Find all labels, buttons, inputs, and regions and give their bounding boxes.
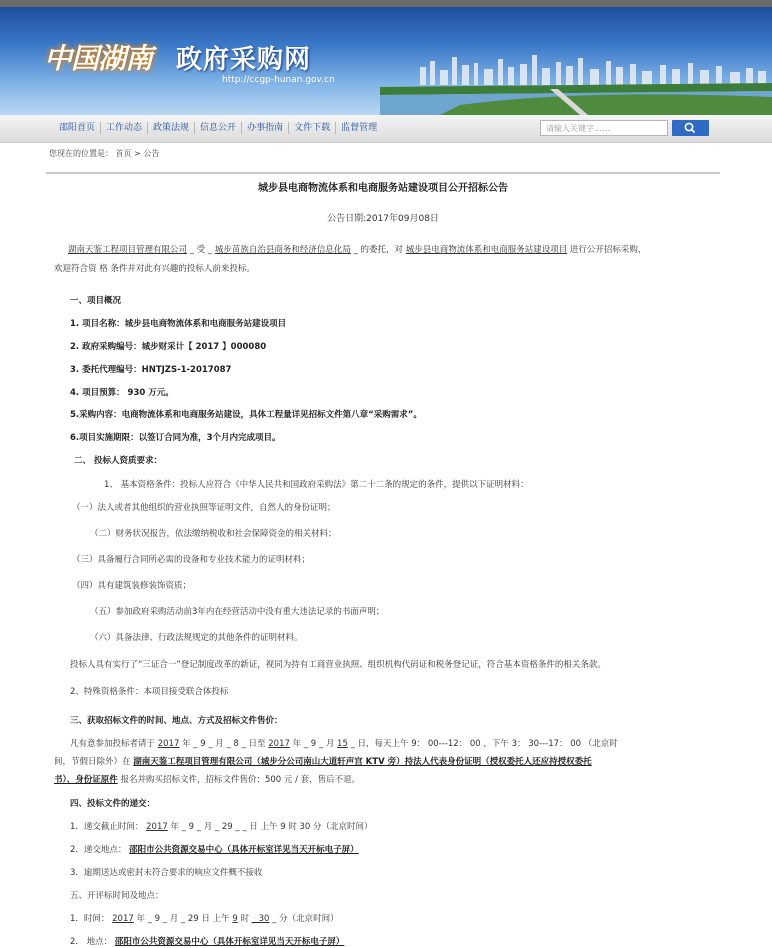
- site-title: 政府采购网: [176, 45, 312, 75]
- deadline-text-e: _ _ 日 上午 9 时 30 分（北京时间）: [235, 822, 373, 832]
- opening-text-f: 时: [240, 914, 249, 924]
- qualification-item-3: （三）具备履行合同所必需的设备和专业技术能力的证明材料；: [72, 555, 311, 565]
- intro-text-1: _ 受 _: [189, 245, 213, 255]
- purchase-text-f: _ 月: [318, 739, 335, 749]
- section-3-heading: 三、获取招标文件的时间、地点、方式及招标文件售价：: [70, 716, 283, 726]
- qualification-item-6: （六）具备法律、行政法规规定的其他条件的证明材料。: [90, 633, 303, 643]
- project-item-procurement-no: 2. 政府采购编号：城步财采计【 2017 】000080: [70, 342, 267, 352]
- nav-item-downloads[interactable]: 文件下载: [289, 122, 336, 134]
- nav-item-guide[interactable]: 办事指南: [242, 122, 289, 134]
- purchase-end-day: 15: [337, 739, 348, 749]
- nav-item-disclosure[interactable]: 信息公开: [195, 122, 242, 134]
- special-qualification: 2、特殊资格条件：本项目接受联合体投标: [70, 687, 229, 697]
- deadline-text-b: 年: [170, 822, 179, 832]
- opening-location: [70, 937, 344, 948]
- intro-line-1: [68, 245, 646, 256]
- site-banner: [0, 7, 772, 115]
- purchase-time-line-2: [54, 757, 592, 768]
- project-item-name: 1. 项目名称：城步县电商物流体系和电商服务站建设项目: [70, 319, 287, 329]
- deadline-label: 1．递交截止时间：: [70, 822, 144, 832]
- qualification-item-1: （一）法人或者其他组织的营业执照等证明文件，自然人的身份证明；: [72, 503, 336, 513]
- submission-location-value: 邵阳市公共资源交易中心（具体开标室详见当天开标电子屏）: [129, 845, 359, 855]
- top-strip: [0, 0, 772, 7]
- deadline-year: 2017: [146, 822, 168, 832]
- breadcrumb-current: 公告: [143, 149, 160, 158]
- breadcrumb-separator: >: [134, 149, 141, 158]
- opening-time: [70, 914, 339, 925]
- qualification-item-5: （五）参加政府采购活动前3年内在经营活动中没有重大违法记录的书面声明；: [90, 607, 385, 617]
- purchase-text-h: 间，节假日除外）在: [54, 757, 131, 767]
- purchase-location: 湖南天鉴工程项目管理有限公司（城步分公司南山大道轩声宫 KTV 旁）持法人代表身份证明（授权委托人还应持授权委托: [133, 757, 592, 767]
- search-icon: [672, 120, 709, 136]
- project-name: 城步县电商物流体系和电商服务站建设项目: [405, 245, 568, 255]
- announcement-content: [46, 172, 720, 948]
- opening-year: 2017: [112, 914, 134, 924]
- opening-minute: _ 30: [251, 914, 270, 924]
- opening-location-value: 邵阳市公共资源交易中心（具体开标室详见当天开标电子屏）: [114, 937, 345, 947]
- announcement-date: 公告日期:2017年09月08日: [327, 214, 439, 224]
- opening-hour: 9: [232, 914, 238, 924]
- project-item-agency-no: 3. 委托代理编号：HNTJZS-1-2017087: [70, 365, 232, 375]
- site-url: http://ccgp-hunan.gov.cn: [222, 75, 335, 85]
- site-logo[interactable]: 中国湖南: [44, 42, 153, 75]
- opening-month: _ 9: [147, 914, 161, 924]
- breadcrumb-prefix: 您现在的位置是：: [49, 149, 113, 158]
- intro-line-2: 欢迎符合资 格 条件并对此有兴趣的投标人前来投标。: [54, 264, 255, 274]
- document-price: 报名并购买招标文件，招标文件售价：500 元 / 套，售后不退。: [120, 775, 361, 785]
- project-item-period: 6.项目实施期限：以签订合同为准，3个月内完成项目。: [70, 433, 281, 443]
- deadline-day: _ 29: [214, 822, 233, 832]
- opening-day: _ 29: [180, 914, 199, 924]
- purchase-text-g: _ 日，每天上午 9： 00---12： 00 ，下午 3： 30---17： 00 （北京时: [350, 739, 618, 749]
- opening-time-label: 1．时间：: [70, 914, 110, 924]
- purchase-end-year: 2017: [268, 739, 290, 749]
- purchase-text-a: 凡有意参加投标者请于: [70, 739, 156, 749]
- breadcrumb: [49, 148, 159, 159]
- opening-text-b: 年: [136, 914, 145, 924]
- opening-text-g: _ 分（北京时间）: [272, 914, 339, 924]
- purchase-start-month: _ 9: [193, 739, 206, 749]
- project-item-content: 5.采购内容：电商物流体系和电商服务站建设，具体工程量详见招标文件第八章“采购需求”。: [70, 410, 422, 420]
- section-1-heading: 一、项目概况: [70, 296, 122, 306]
- purchase-start-day: _ 8: [226, 739, 239, 749]
- purchase-text-d: _ 日至: [241, 739, 266, 749]
- submission-location: [70, 845, 359, 856]
- opening-text-e: 日 上午: [201, 914, 230, 924]
- client-name: 城步苗族自治县商务和经济信息化局: [214, 245, 351, 255]
- submission-deadline: [70, 822, 373, 833]
- nav-item-home[interactable]: 邵阳首页: [54, 122, 101, 134]
- purchase-time-line-1: [70, 739, 618, 750]
- qualification-item-4: （四）具有建筑装修装饰资质；: [72, 581, 192, 591]
- purchase-text-c: _ 月: [208, 739, 224, 749]
- project-item-budget: 4. 项目预算： 930 万元。: [70, 388, 174, 398]
- breadcrumb-home-link[interactable]: 首页: [115, 149, 132, 158]
- nav-item-work-news[interactable]: 工作动态: [101, 122, 148, 134]
- opening-location-label: 2． 地点：: [70, 937, 113, 947]
- purchase-start-year: 2017: [157, 739, 180, 749]
- intro-text-2: _ 的委托，对: [353, 245, 403, 255]
- submission-location-label: 2．递交地点：: [70, 845, 127, 855]
- purchase-text-b: 年: [182, 739, 191, 749]
- section-4-heading: 四、投标文件的递交：: [70, 799, 156, 809]
- deadline-month: _ 9: [181, 822, 195, 832]
- agency-name: 湖南天鉴工程项目管理有限公司: [68, 245, 188, 255]
- qualification-item-2: （二）财务状况报告，依法缴纳税收和社会保障资金的相关材料；: [90, 529, 337, 539]
- nav-item-policies[interactable]: 政策法规: [148, 122, 195, 134]
- section-2-heading: 二、 投标人资质要求：: [74, 456, 162, 466]
- basic-qualification: 1、 基本资格条件：投标人应符合《中华人民共和国政府采购法》第二十二条的规定的条件，提供以下证明材料：: [104, 480, 529, 490]
- purchase-text-e: 年: [292, 739, 302, 749]
- required-documents: 书）、身份证原件: [54, 775, 118, 785]
- section-5-heading: 五、开评标时间及地点：: [70, 891, 164, 901]
- page-title: 城步县电商物流体系和电商服务站建设项目公开招标公告: [258, 183, 508, 194]
- intro-text-3: 进行公开招标采购，: [569, 245, 647, 255]
- search-button[interactable]: [672, 120, 709, 136]
- city-skyline-illustration: [380, 45, 772, 115]
- main-navigation: [0, 115, 772, 143]
- search-input[interactable]: 请输入关键字……: [540, 120, 668, 136]
- nav-item-supervision[interactable]: 监督管理: [341, 123, 378, 133]
- purchase-time-line-3: [54, 775, 360, 786]
- opening-text-c: _ 月: [162, 914, 179, 924]
- three-in-one-note: 投标人具有实行了“三证合一”登记制度改革的新证，视同为持有工商营业执照、组织机构代码证和税务登记证，符合基本资格条件的相关条款。: [70, 660, 606, 670]
- purchase-end-month: _ 9: [303, 739, 317, 749]
- deadline-text-c: _ 月: [196, 822, 213, 832]
- late-submission-note: 3．逾期送达或密封未符合要求的响应文件概不接收: [70, 868, 263, 878]
